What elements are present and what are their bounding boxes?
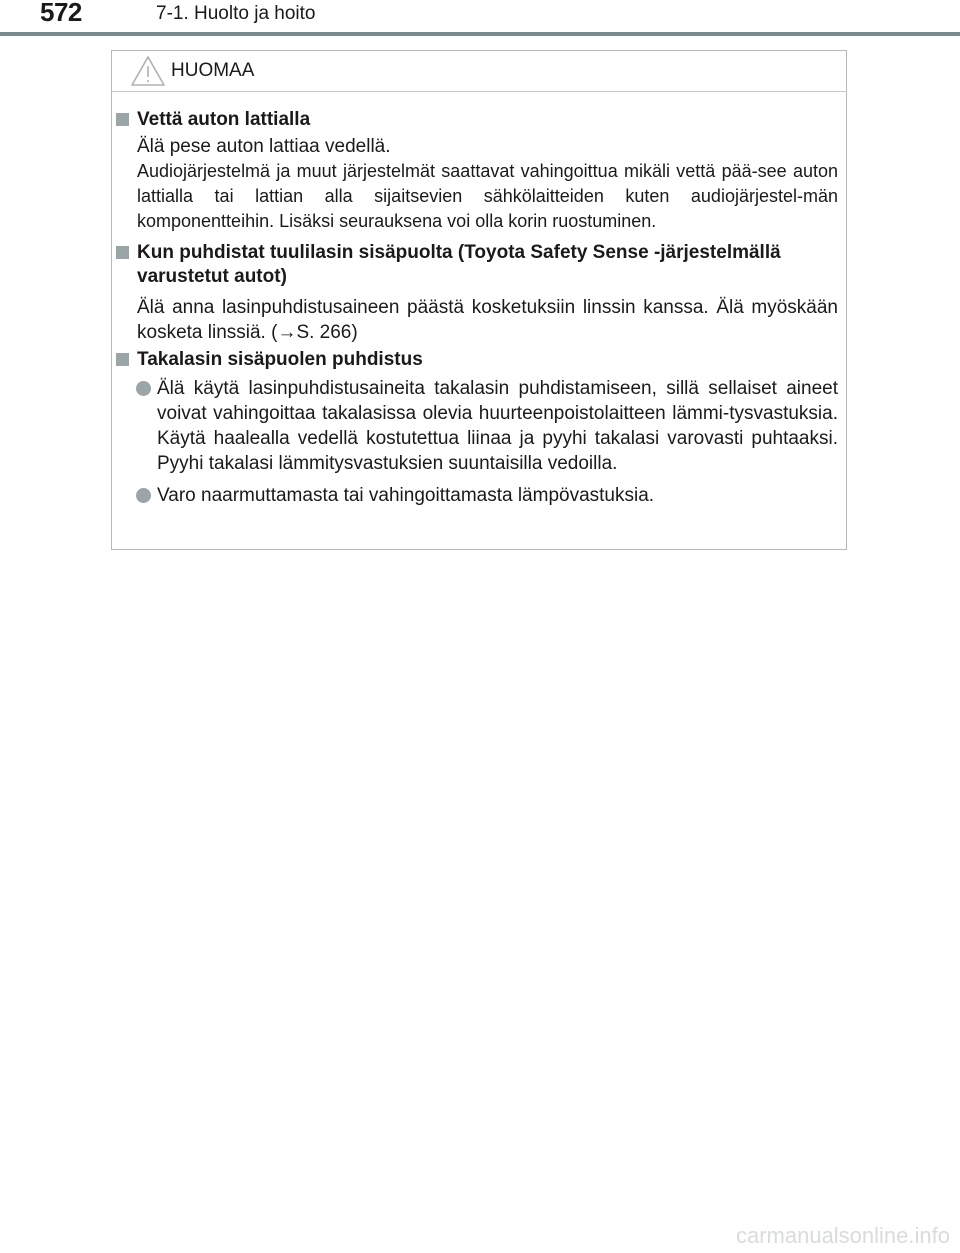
list-item: [112, 483, 846, 508]
item-heading-text: Takalasin sisäpuolen puhdistus: [137, 349, 423, 370]
item-heading: [112, 241, 846, 289]
item-heading-text: Kun puhdistat tuulilasin sisäpuolta (Toyota Safety Sense -järjestelmällä varustetut autot): [137, 242, 781, 287]
list-item-text: Varo naarmuttamasta tai vahingoittamasta lämpövastuksia.: [157, 485, 655, 506]
notice-title: HUOMAA: [171, 60, 255, 81]
list-item-text: Älä käytä lasinpuhdistusaineita takalasin puhdistamiseen, sillä sellaiset aineet voivat vahingoittaa takalasissa olevia huurteenpoistolaitteen lämmi-tysvastuksia. Käytä haalealla vedellä kostutettua liinaa ja pyyhi takalasi varovasti puhtaaksi. Pyyhi takalasi lämmitysvastuksien suuntaisilla vedoilla.: [157, 378, 838, 474]
square-bullet-icon: [116, 353, 129, 366]
item-heading: [112, 108, 846, 132]
section-title: 7-1. Huolto ja hoito: [156, 3, 316, 24]
item-heading-text: Vettä auton lattialla: [137, 109, 311, 130]
square-bullet-icon: [116, 113, 129, 126]
notice-item-water-on-floor: [112, 108, 846, 234]
list-item: [112, 376, 846, 476]
notice-item-windshield-cleaning: [112, 241, 846, 345]
warning-triangle-icon: [130, 55, 166, 87]
round-bullet-icon: [136, 381, 151, 396]
item-text: Audiojärjestelmä ja muut järjestelmät saattavat vahingoittua mikäli vettä pää-see auton lattialla tai lattian alla sijaitsevien sähkölaitteiden kuten audiojärjestel-män komponentteihin. Lisäksi seurauksena voi olla korin ruostuminen.: [137, 161, 838, 231]
item-heading: [112, 348, 846, 372]
square-bullet-icon: [116, 246, 129, 259]
notice-box: [111, 50, 847, 550]
item-text: Älä pese auton lattiaa vedellä.: [137, 136, 391, 157]
watermark: carmanualsonline.info: [735, 1223, 950, 1248]
item-text: Älä anna lasinpuhdistusaineen päästä kosketuksiin linssin kanssa. Älä myöskään kosketa linssiä. (→S. 266): [137, 297, 838, 343]
header-rule: [0, 32, 960, 36]
notice-item-rear-window-cleaning: [112, 348, 846, 508]
notice-header: [112, 51, 846, 92]
page-number: 572: [40, 0, 82, 27]
round-bullet-icon: [136, 488, 151, 503]
